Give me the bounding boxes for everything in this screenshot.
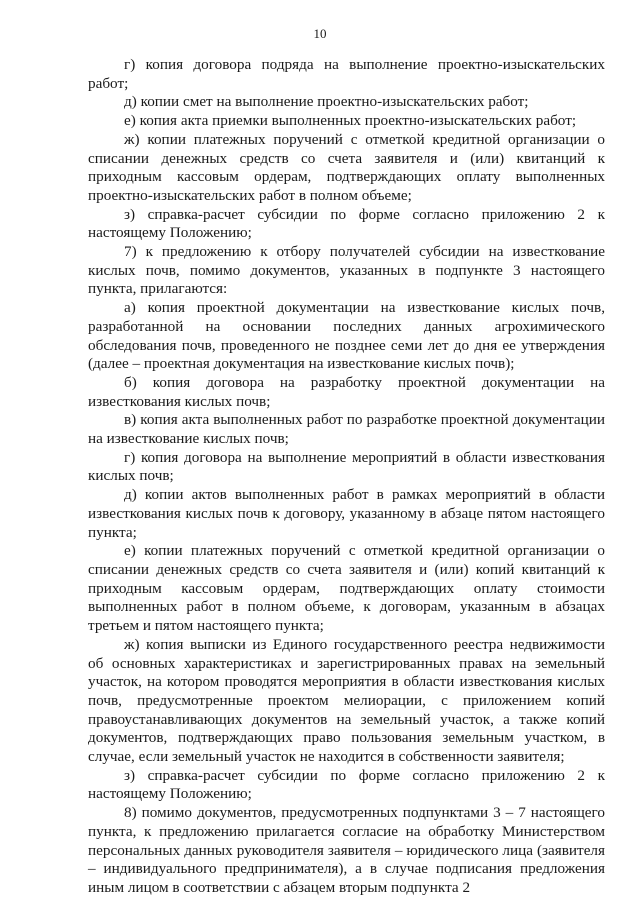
paragraph-g-works-contract: г) копия договора на выполнение мероприятий в области известкования кислых почв; [88,448,605,485]
paragraph-z-subsidy-calculation-2: з) справка-расчет субсидии по форме согласно приложению 2 к настоящему Положению; [88,766,605,803]
paragraph-zh-payment-orders: ж) копии платежных поручений с отметкой кредитной организации о списании денежных средств со счета заявителя и (или) квитанций к приходным кассовым ордерам, подтверждающих оплату выполненных проектно-изыскательских работ в полном объеме; [88,130,605,204]
paragraph-8-consent: 8) помимо документов, предусмотренных подпунктами 3 – 7 настоящего пункта, к предложению прилагается согласие на обработку Министерством персональных данных руководителя заявителя – юридического лица (заявителя – индивидуального предпринимателя), а в случае подписания предложения иным лицом в соответствии с абзацем вторым подпункта 2 [88,804,605,896]
page-number: 10 [313,26,327,41]
paragraph-e-acceptance-act: е) копия акта приемки выполненных проектно-изыскательских работ; [124,112,577,130]
paragraph-e-payment-orders: е) копии платежных поручений с отметкой кредитной организации о списании денежных средств со счета заявителя и (или) копий квитанций к приходным кассовым ордерам, подтверждающих оплату стоимости выполненных работ в полном объеме, к договорам, указанным в абзацах третьем и пятом настоящего пункта; [88,542,605,635]
paragraph-d-estimates: д) копии смет на выполнение проектно-изыскательских работ; [124,93,529,111]
paragraph-b-design-contract: б) копия договора на разработку проектной документации на известкования кислых почв; [88,373,605,410]
paragraph-g-contract: г) копия договора подряда на выполнение проектно-изыскательских работ; [88,56,605,92]
body-text [88,56,605,898]
paragraph-a-project-docs: а) копия проектной документации на известкование кислых почв, разработанной на основании последних данных агрохимического обследования почв, проведенного не позднее семи лет до дня ее утверждения (далее – проектная документация на известкование кислых почв); [88,299,605,373]
paragraph-v-design-act: в) копия акта выполненных работ по разработке проектной документации на известкование кислых почв; [88,411,605,448]
paragraph-z-subsidy-calculation: з) справка-расчет субсидии по форме согласно приложению 2 к настоящему Положению; [88,205,605,242]
paragraph-zh-registry-extract: ж) копия выписки из Единого государственного реестра недвижимости об основных характеристиках и зарегистрированных правах на земельный участок, на котором проводятся мероприятия в области известкования кислых почв, предусмотренные проектом мелиорации, с приложением копий правоустанавливающих документов на земельный участок, а также копий документов, подтверждающих право пользования земельным участком, в случае, если земельный участок не находится в собственности заявителя; [88,635,605,766]
paragraph-d-works-acts: д) копии актов выполненных работ в рамках мероприятий в области известкования кислых почв к договору, указанному в абзаце пятом настоящего пункта; [88,486,605,541]
paragraph-7-liming: 7) к предложению к отбору получателей субсидии на известкование кислых почв, помимо документов, указанных в подпункте 3 настоящего пункта, прилагаются: [88,243,605,298]
